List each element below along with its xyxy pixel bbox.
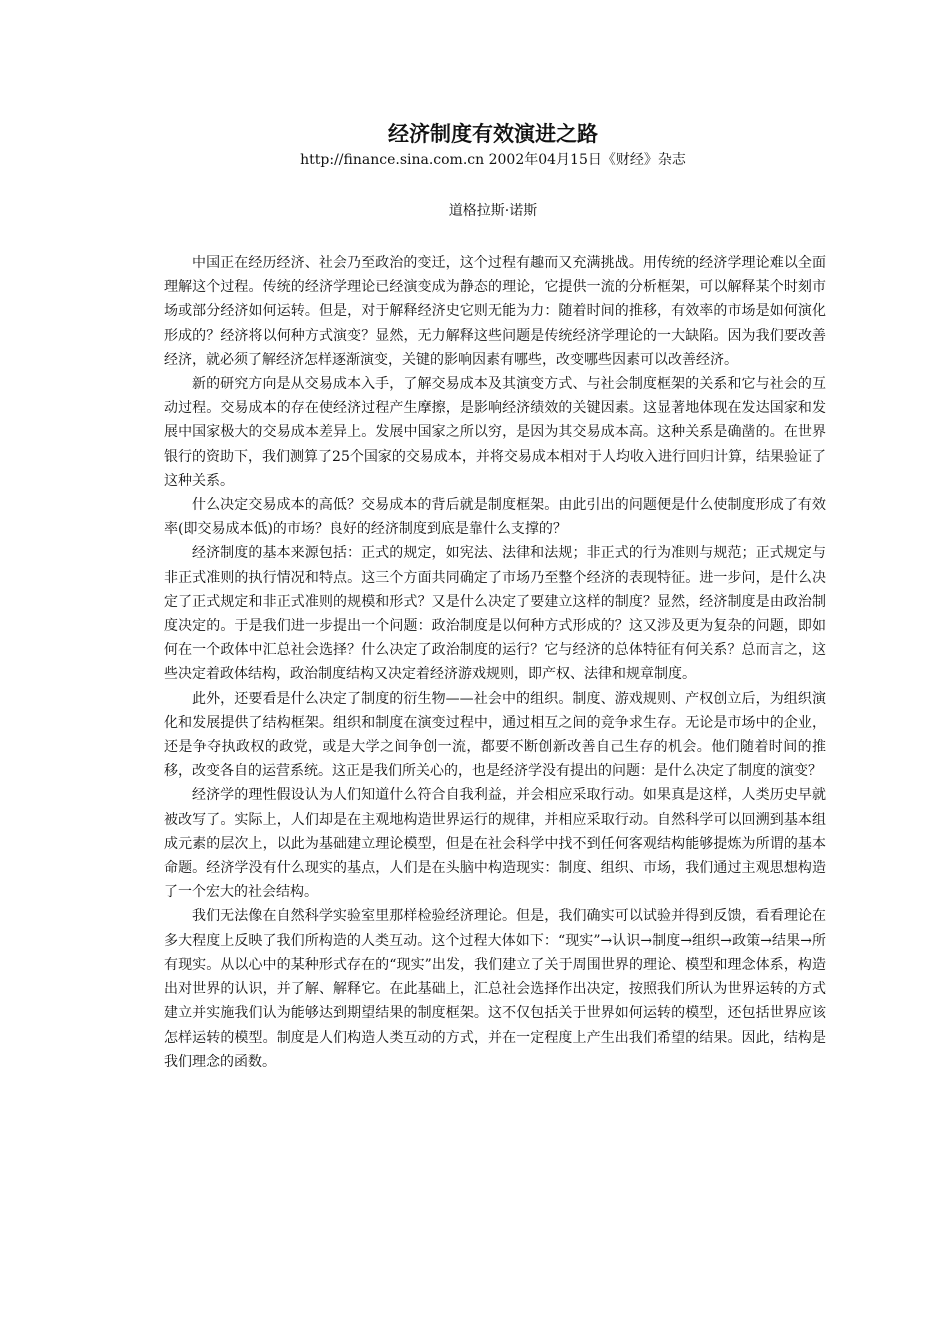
paragraph: 经济学的理性假设认为人们知道什么符合自我利益，并会相应采取行动。如果真是这样，人类历史早就被改写了。实际上，人们却是在主观地构造世界运行的规律，并相应采取行动。自然科学可以回溯到基本组成元素的层次上，以此为基础建立理论模型，但是在社会科学中找不到任何客观结构能够提炼为所谓的基本命题。经济学没有什么现实的基点，人们是在头脑中构造现实：制度、组织、市场，我们通过主观思想构造了一个宏大的社会结构。 [164,787,826,901]
article-title: 经济制度有效演进之路 [388,122,598,146]
article-author: 道格拉斯·诺斯 [448,203,538,219]
article-body [164,251,826,1074]
paragraph: 中国正在经历经济、社会乃至政治的变迁，这个过程有趣而又充满挑战。用传统的经济学理论难以全面理解这个过程。传统的经济学理论已经演变成为静态的理论，它提供一流的分析框架，可以解释某个时刻市场或部分经济如何运转。但是，对于解释经济史它则无能为力：随着时间的推移，有效率的市场是如何演化形成的？经济将以何种方式演变？显然，无力解释这些问题是传统经济学理论的一大缺陷。因为我们要改善经济，就必须了解经济怎样逐渐演变，关键的影响因素有哪些，改变哪些因素可以改善经济。 [164,255,826,368]
article-source: http://finance.sina.com.cn 2002年04月15日《财经》杂志 [300,152,686,168]
paragraph: 新的研究方向是从交易成本入手，了解交易成本及其演变方式、与社会制度框架的关系和它与社会的互动过程。交易成本的存在使经济过程产生摩擦，是影响经济绩效的关键因素。这显著地体现在发达国家和发展中国家极大的交易成本差异上。发展中国家之所以穷，是因为其交易成本高。这种关系是确凿的。在世界银行的资助下，我们测算了25个国家的交易成本，并将交易成本相对于人均收入进行回归计算，结果验证了这种关系。 [164,376,826,489]
paragraph: 此外，还要看是什么决定了制度的衍生物——社会中的组织。制度、游戏规则、产权创立后，为组织演化和发展提供了结构框架。组织和制度在演变过程中，通过相互之间的竞争求生存。无论是市场中的企业，还是争夺执政权的政党，或是大学之间争创一流，都要不断创新改善自己生存的机会。他们随着时间的推移，改变各自的运营系统。这正是我们所关心的，也是经济学没有提出的问题：是什么决定了制度的演变？ [164,690,826,780]
paragraph: 经济制度的基本来源包括：正式的规定，如宪法、法律和法规；非正式的行为准则与规范；正式规定与非正式准则的执行情况和特点。这三个方面共同确定了市场乃至整个经济的表现特征。进一步问，是什么决定了正式规定和非正式准则的规模和形式？又是什么决定了要建立这样的制度？显然，经济制度是由政治制度决定的。于是我们进一步提出一个问题：政治制度是以何种方式形成的？这又涉及更为复杂的问题，即如何在一个政体中汇总社会选择？什么决定了政治制度的运行？它与经济的总体特征有何关系？总而言之，这些决定着政体结构，政治制度结构又决定着经济游戏规则，即产权、法律和规章制度。 [164,545,826,683]
paragraph: 我们无法像在自然科学实验室里那样检验经济理论。但是，我们确实可以试验并得到反馈，看看理论在多大程度上反映了我们所构造的人类互动。这个过程大体如下：“现实”→认识→制度→组织→政策→结果→所有现实。从以心中的某种形式存在的“现实”出发，我们建立了关于周围世界的理论、模型和理念体系，构造出对世界的认识，并了解、解释它。在此基础上，汇总社会选择作出决定，按照我们所认为世界运转的方式建立并实施我们认为能够达到期望结果的制度框架。这不仅包括关于世界如何运转的模型，还包括世界应该怎样运转的模型。制度是人们构造人类互动的方式，并在一定程度上产生出我们希望的结果。因此，结构是我们理念的函数。 [164,908,826,1070]
paragraph: 什么决定交易成本的高低？交易成本的背后就是制度框架。由此引出的问题便是什么使制度形成了有效率(即交易成本低)的市场？良好的经济制度到底是靠什么支撑的？ [164,497,826,538]
